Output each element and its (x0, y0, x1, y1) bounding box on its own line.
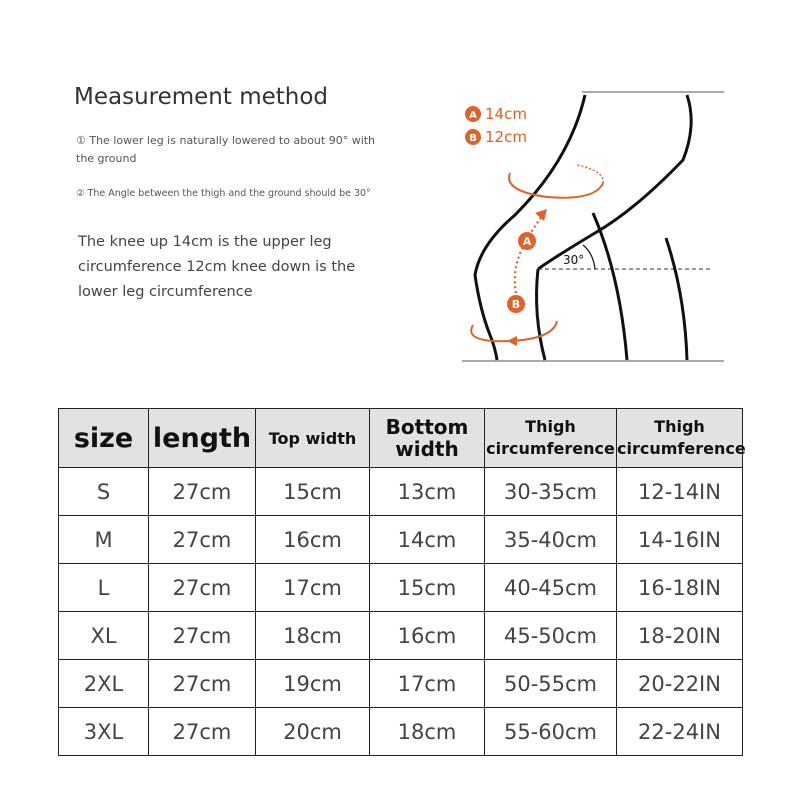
cell-top-width: 17cm (256, 564, 370, 612)
cell-length: 27cm (149, 516, 256, 564)
cell-top-width: 20cm (256, 708, 370, 756)
point-b-label: B (511, 298, 521, 311)
table-row (59, 516, 743, 564)
upper-circumference-ring (509, 173, 603, 198)
cell-thigh-in: 16-18IN (617, 564, 743, 612)
cell-bottom-width: 13cm (370, 468, 485, 516)
size-chart-table (58, 408, 746, 756)
table-row (59, 612, 743, 660)
cell-top-width: 18cm (256, 612, 370, 660)
cell-thigh-cm: 50-55cm (485, 660, 617, 708)
measurement-description: The knee up 14cm is the upper leg circumference 12cm knee down is the lower leg circumference (78, 234, 356, 300)
cell-bottom-width: 16cm (370, 612, 485, 660)
angle-arc (583, 245, 595, 269)
page-title: Measurement method (74, 84, 329, 110)
cell-length: 27cm (149, 468, 256, 516)
cell-size: S (59, 468, 149, 516)
cell-thigh-in: 12-14IN (617, 468, 743, 516)
header-thigh-in-line2: circumference (617, 439, 746, 458)
cell-bottom-width: 18cm (370, 708, 485, 756)
table-row (59, 468, 743, 516)
header-thigh-circumference-in (617, 409, 746, 468)
cell-size: 3XL (59, 708, 149, 756)
header-length: length (149, 409, 256, 468)
cell-length: 27cm (149, 708, 256, 756)
header-thigh-circumference-cm (485, 409, 617, 468)
cell-top-width: 15cm (256, 468, 370, 516)
shin-back-outline (537, 269, 545, 360)
table-row (59, 660, 743, 708)
legend-b-marker-label: B (469, 133, 477, 144)
cell-length: 27cm (149, 564, 256, 612)
cell-thigh-in: 20-22IN (617, 660, 743, 708)
cell-bottom-width: 17cm (370, 660, 485, 708)
cell-thigh-in: 14-16IN (617, 516, 743, 564)
cell-thigh-in: 18-20IN (617, 612, 743, 660)
table-row (59, 564, 743, 612)
cell-top-width: 16cm (256, 516, 370, 564)
knee-measurement-diagram (455, 85, 740, 370)
cell-length: 27cm (149, 660, 256, 708)
cell-thigh-cm: 40-45cm (485, 564, 617, 612)
legend-b-value: 12cm (485, 128, 527, 146)
instruction-note-1: ① The lower leg is naturally lowered to about 90° with the ground (76, 134, 376, 165)
cell-size: L (59, 564, 149, 612)
header-size: size (59, 409, 149, 468)
cell-size: XL (59, 612, 149, 660)
upper-circumference-ring-back (577, 165, 603, 183)
cell-thigh-in: 22-24IN (617, 708, 743, 756)
cell-thigh-cm: 30-35cm (485, 468, 617, 516)
cell-length: 27cm (149, 612, 256, 660)
header-thigh-cm-line2: circumference (486, 439, 615, 458)
calf-outline (666, 238, 687, 360)
cell-bottom-width: 15cm (370, 564, 485, 612)
lower-ring-arrowhead (507, 336, 517, 346)
instruction-note-2: ② The Angle between the thigh and the ground should be 30° (76, 188, 371, 199)
cell-bottom-width: 14cm (370, 516, 485, 564)
cell-top-width: 19cm (256, 660, 370, 708)
cell-thigh-cm: 35-40cm (485, 516, 617, 564)
table-row (59, 708, 743, 756)
shin-front-outline (593, 213, 627, 360)
angle-label: 30° (563, 253, 585, 267)
cell-size: M (59, 516, 149, 564)
point-a-label: A (522, 235, 532, 248)
header-top-width: Top width (256, 409, 370, 468)
legend-a-value: 14cm (485, 105, 527, 123)
measurement-dotted-path (515, 215, 543, 298)
header-bottom-width-line2: width (395, 437, 459, 461)
header-thigh-in-line1: Thigh (654, 417, 705, 436)
header-bottom-width (370, 409, 485, 468)
table-header-row (59, 409, 743, 468)
header-bottom-width-line1: Bottom (385, 415, 469, 439)
cell-thigh-cm: 45-50cm (485, 612, 617, 660)
cell-size: 2XL (59, 660, 149, 708)
legend-a-marker-label: A (469, 110, 477, 121)
header-thigh-cm-line1: Thigh (525, 417, 576, 436)
cell-thigh-cm: 55-60cm (485, 708, 617, 756)
